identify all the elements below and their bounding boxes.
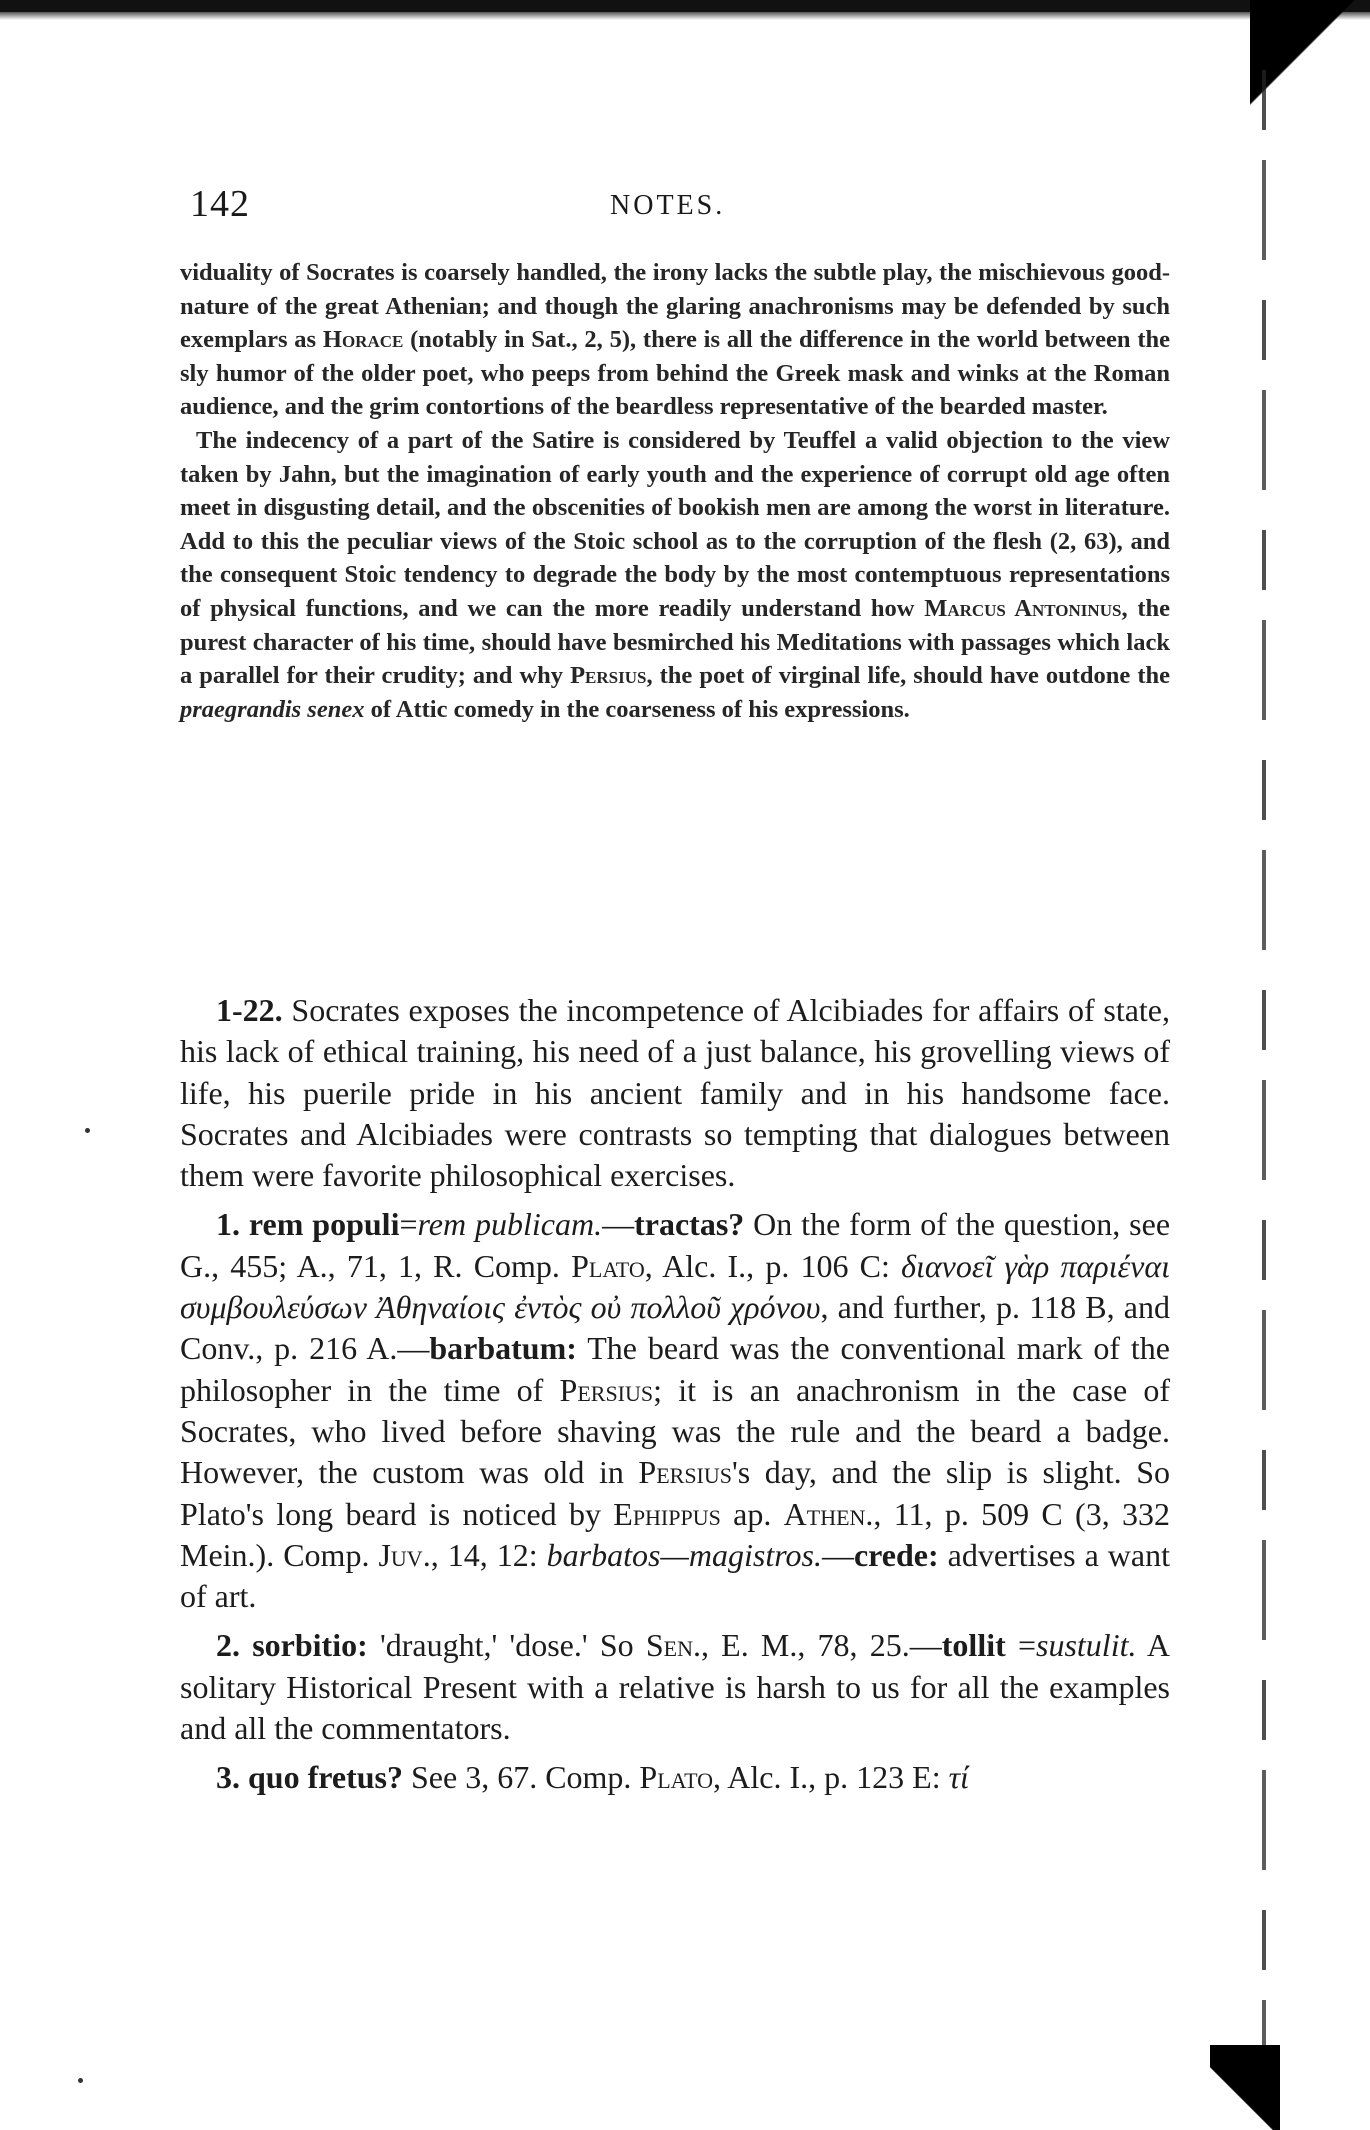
text-run: advertises a want of art.	[180, 1536, 1171, 1615]
text-run: =	[1005, 1627, 1036, 1664]
text-run: τί	[948, 1759, 969, 1796]
text-run: Athen.	[783, 1495, 874, 1532]
running-head: NOTES.	[610, 190, 726, 221]
text-run: =	[399, 1206, 418, 1243]
text-run: Plato	[571, 1247, 645, 1284]
text-run: viduality of Socrates is coarsely handled, the irony lacks the subtle play, the mischievous good-nature of the great Athenian; and though the glaring anachronisms may be defended by such exemplars as	[180, 259, 1170, 354]
text-run: On the form of the question, see G., 455; A., 71, 1, R. Comp.	[180, 1206, 1171, 1284]
text-run: tractas?	[634, 1206, 745, 1243]
text-run: barbatos—magistros.	[546, 1536, 822, 1573]
speck-mark	[78, 2078, 83, 2083]
intro-section	[180, 256, 1170, 726]
text-run: Persius	[638, 1454, 732, 1491]
text-run: rem publicam.	[417, 1206, 603, 1243]
text-run: , the poet of virginal life, should have outdone the	[646, 662, 1170, 690]
text-run: , E. M., 78, 25.—	[700, 1627, 942, 1664]
text-run: , 11, p. 509 C (3, 332 Mein.). Comp.	[180, 1495, 1171, 1573]
text-run: , and further, p. 118 B, and Conv., p. 216 A.—	[180, 1289, 1171, 1367]
text-run: of Attic comedy in the coarseness of his expressions.	[364, 695, 910, 723]
page-header	[180, 178, 1080, 228]
text-run: —	[602, 1206, 635, 1243]
text-run: διανοεῖ γὰρ παριέναι συμβουλεύσων Ἀθηναίοις ἐντὸς οὐ πολλοῦ χρόνου	[180, 1247, 1171, 1326]
text-run: , the purest character of his time, should have besmirched his Meditations with passages which lack a parallel for their crudity; and why	[180, 594, 1170, 690]
text-run: Persius	[559, 1371, 654, 1408]
page-top-edge	[0, 0, 1370, 12]
binding-corner-top	[1250, 0, 1370, 110]
text-run: , 14, 12:	[430, 1536, 547, 1573]
text-run: 2. sorbitio:	[216, 1627, 368, 1664]
text-run: barbatum:	[429, 1330, 577, 1367]
text-run: Persius	[570, 662, 647, 690]
text-run: 3. quo fretus?	[216, 1759, 403, 1796]
text-run: Socrates exposes the incompetence of Alcibiades for affairs of state, his lack of ethical training, his need of a just balance, his grovelling views of life, his puerile pride in his ancient family and in his handsome face. Socrates and Alcibiades were contrasts so tempting that dialogues between them were favorite philosophical exercises.	[180, 992, 1170, 1194]
text-run: Horace	[322, 326, 404, 354]
text-run: Marcus Antoninus	[924, 594, 1122, 622]
text-run: 1-22.	[216, 992, 283, 1028]
text-run: 1. rem populi	[216, 1206, 400, 1243]
text-run: Plato	[639, 1759, 714, 1796]
text-run: See 3, 67. Comp.	[402, 1759, 640, 1796]
text-run: sustulit.	[1036, 1627, 1137, 1664]
text-run: , Alc. I., p. 123 E:	[713, 1759, 949, 1796]
intro-paragraph	[180, 424, 1170, 726]
note-paragraph	[180, 1204, 1170, 1617]
intro-paragraph	[180, 256, 1170, 424]
text-run: 's day, and the slip is slight. So Plato's long beard is noticed by	[180, 1454, 1171, 1532]
text-run: Sen.	[645, 1627, 701, 1664]
text-run: 'draught,' 'dose.' So	[367, 1627, 646, 1664]
text-run: The indecency of a part of the Satire is considered by Teuffel a valid objection to the view taken by Jahn, but the imagination of early youth and the experience of corrupt old age often meet in disgusting detail, and the obscenities of bookish men are among the worst in literature. Add to this the peculiar views of the Stoic school as to the corruption of the flesh (2, 63), and the consequent Stoic tendency to degrade the body by the most contemptuous representations of physical functions, and we can the more readily understand how	[180, 426, 1170, 622]
text-run: crede:	[853, 1536, 939, 1573]
page-top-shadow	[0, 12, 1370, 20]
text-run: —	[821, 1536, 854, 1573]
note-paragraph	[180, 1757, 1170, 1798]
text-run: ; it is an anachronism in the case of Socrates, who lived before shaving was the rule and the beard a badge. However, the custom was old in	[180, 1371, 1171, 1491]
text-run: Juv.	[378, 1536, 431, 1573]
text-run: ap.	[720, 1495, 784, 1532]
text-run: praegrandis senex	[180, 695, 365, 723]
page-number: 142	[190, 183, 250, 225]
note-paragraph	[180, 1625, 1170, 1749]
text-run: (notably in Sat., 2, 5), there is all the difference in the world between the sly humor of the older poet, who peeps from behind the Greek mask and winks at the Roman audience, and the grim contortions of the beardless representative of the bearded master.	[180, 326, 1170, 421]
text-run: The beard was the conventional mark of the philosopher in the time of	[180, 1330, 1171, 1408]
text-run: , Alc. I., p. 106 C:	[644, 1247, 902, 1284]
text-run: tollit	[941, 1627, 1006, 1664]
notes-section	[180, 990, 1170, 1799]
page-right-edge	[1262, 70, 1266, 2090]
note-paragraph	[180, 990, 1170, 1196]
text-run: A solitary Historical Present with a relative is harsh to us for all the examples and all the commentators.	[180, 1627, 1171, 1747]
speck-mark	[85, 1128, 90, 1133]
text-run: Ephippus	[613, 1495, 721, 1532]
binding-corner-bottom	[1210, 2045, 1280, 2130]
